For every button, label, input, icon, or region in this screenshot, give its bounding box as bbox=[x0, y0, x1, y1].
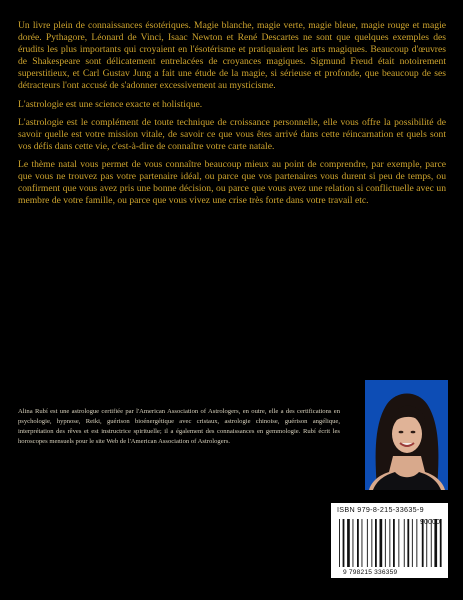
barcode-bar bbox=[440, 519, 442, 567]
blurb-paragraph-4: Le thème natal vous permet de vous connaître beaucoup mieux au point de comprendre, par exemple, parce que vous ne trouvez pas votre partenaire idéal, ou parce que vos partenaires vous durent si peu de temps, ou confirment que vous avez pris une bonne décision, ou parce que vous avez une relation si conflictuelle avec un membre de votre famille, ou parce que vous vivez une crise très forte dans votre travail etc. bbox=[18, 158, 446, 207]
barcode-icon bbox=[331, 503, 448, 578]
barcode-bar bbox=[407, 519, 409, 567]
barcode-bar bbox=[404, 519, 405, 567]
blurb-paragraph-2: L'astrologie est une science exacte et holistique. bbox=[18, 98, 203, 110]
blurb bbox=[18, 20, 446, 213]
barcode-bar bbox=[362, 519, 363, 567]
blurb-paragraph-3: L'astrologie est le complément de toute technique de croissance personnelle, elle vous offre la possibilité de savoir quelle est votre mission vitale, de savoir ce que vous êtes arrivé dans cette réincarnation et quels sont vos défis dans cette vie, c'est-à-dire de connaître votre carte natale. bbox=[18, 116, 446, 152]
barcode-bar bbox=[426, 519, 427, 567]
barcode-bar bbox=[375, 519, 377, 567]
isbn-number: ISBN 979-8-215-33635-9 bbox=[337, 505, 424, 514]
barcode-bar bbox=[393, 519, 395, 567]
barcode-number: 9 798215 336359 bbox=[343, 569, 398, 576]
barcode-bar bbox=[416, 519, 417, 567]
barcode-bar bbox=[339, 519, 340, 567]
barcode-bar bbox=[422, 519, 424, 567]
barcode-bar bbox=[389, 519, 390, 567]
barcode-bar bbox=[434, 519, 437, 567]
barcode-bar bbox=[380, 519, 383, 567]
barcode-bar bbox=[431, 519, 432, 567]
blurb-paragraph-1: Un livre plein de connaissances ésotériques. Magie blanche, magie verte, magie bleue, magie rouge et magie dorée. Pythagore, Léonard de Vinci, Isaac Newton et René Descartes ne sont que quelques exemples des érudits les plus importants qui croyaient en l'ésotérisme et pratiquaient les arts magiques. Beaucoup d'œuvres de Shakespeare sont délicatement entrelacées de croyances magiques. Sigmund Freud était notoirement superstitieux, et Carl Gustav Jung a fait une étude de la magie, si sérieuse et profonde, que beaucoup de ses détracteurs l'ont accusé de s'adonner excessivement au mysticisme. bbox=[18, 20, 446, 92]
barcode-bar bbox=[343, 519, 345, 567]
barcode-bar bbox=[367, 519, 368, 567]
barcode-bar bbox=[357, 519, 359, 567]
price-code: 90000 bbox=[420, 517, 440, 526]
author-photo bbox=[365, 380, 448, 490]
barcode-bar bbox=[371, 519, 372, 567]
barcode-bar bbox=[353, 519, 354, 567]
barcode-bar bbox=[412, 519, 413, 567]
barcode-bar bbox=[385, 519, 386, 567]
barcode-bar bbox=[347, 519, 350, 567]
barcode-label bbox=[331, 503, 448, 578]
author-bio: Alina Rubí est une astrologue certifiée par l'American Association of Astrologers, en outre, elle a des certifications en psychologie, hypnose, Reiki, guérison bioénergétique avec cristaux, astrologie chinoise, guérison angélique, interprétation des rêves et est instructrice spirituelle; il a également des connaissances en gemmologie. Rubí écrit les horoscopes mensuels pour le site Web de l'American Association of Astrologers. bbox=[18, 408, 340, 445]
author-portrait-illustration bbox=[365, 380, 448, 490]
barcode-bar bbox=[398, 519, 399, 567]
